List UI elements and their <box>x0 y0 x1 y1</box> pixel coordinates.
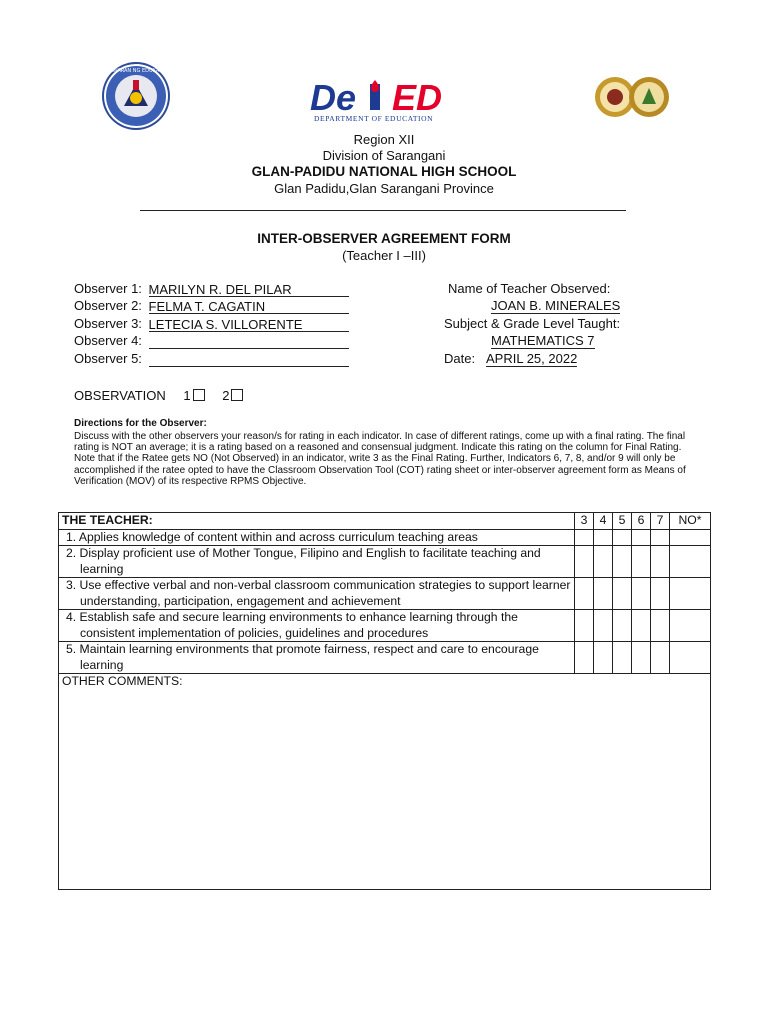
observer-4-field[interactable] <box>149 334 349 349</box>
rating-cell[interactable] <box>594 529 613 546</box>
indicator-3-text: 3. Use effective verbal and non-verbal classroom communication strategies to support learner understanding, participation, engagement and achievement <box>66 578 571 608</box>
rating-cell[interactable] <box>670 610 711 642</box>
form-title: INTER-OBSERVER AGREEMENT FORM <box>257 231 511 246</box>
indicator-2-text: 2. Display proficient use of Mother Tongue, Filipino and English to facilitate teaching and learning <box>66 546 541 576</box>
rating-cell[interactable] <box>632 529 651 546</box>
indicator-1 <box>59 529 575 546</box>
date-label: Date: <box>444 351 476 366</box>
deped-seal-icon <box>100 60 172 132</box>
table-row <box>59 529 711 546</box>
directions-body <box>74 431 694 487</box>
deped-logo <box>308 78 474 124</box>
division-text: Division of Sarangani <box>322 148 446 163</box>
directions-title: Directions for the Observer: <box>74 418 207 429</box>
indicator-1-text: 1. Applies knowledge of content within and across curriculum teaching areas <box>66 529 478 544</box>
observer-5-label: Observer 5: <box>74 351 142 366</box>
score-header-6: 6 <box>632 513 651 530</box>
comments-row <box>59 674 711 890</box>
rating-cell[interactable] <box>651 578 670 610</box>
rating-cell[interactable] <box>594 642 613 674</box>
observer-2-label: Observer 2: <box>74 298 142 313</box>
rating-cell[interactable] <box>670 642 711 674</box>
rating-cell[interactable] <box>632 546 651 578</box>
teacher-header: THE TEACHER: <box>59 513 575 530</box>
rating-cell[interactable] <box>613 610 632 642</box>
observation-1-checkbox[interactable] <box>193 389 205 401</box>
teacher-name-field[interactable]: JOAN B. MINERALES <box>491 298 621 313</box>
rating-table <box>58 512 711 890</box>
table-row <box>59 546 711 578</box>
observer-5-row <box>74 351 349 367</box>
rating-cell[interactable] <box>613 546 632 578</box>
rating-cell[interactable] <box>575 529 594 546</box>
indicator-5-text: 5. Maintain learning environments that promote fairness, respect and care to encourage learning <box>66 642 539 672</box>
score-header-5: 5 <box>613 513 632 530</box>
table-row <box>59 578 711 610</box>
observer-2-row <box>74 298 349 314</box>
table-header-row <box>59 513 711 530</box>
date-field[interactable]: APRIL 25, 2022 <box>486 351 578 366</box>
observer-1-row <box>74 281 349 297</box>
rating-cell[interactable] <box>632 642 651 674</box>
observer-4-row <box>74 333 349 349</box>
rating-cell[interactable] <box>613 578 632 610</box>
subject-field[interactable]: MATHEMATICS 7 <box>491 333 595 348</box>
directions-text: Discuss with the other observers your reason/s for rating in each indicator. In case of different ratings, come up with a final rating. The final rating is NOT an average; it is a rating based on a reasoned and consensual judgment. Indicate this rating on the column for Final Rating. <box>74 431 686 454</box>
other-comments-field[interactable] <box>59 674 711 890</box>
observation-row <box>74 388 243 403</box>
rating-cell[interactable] <box>651 546 670 578</box>
indicator-3 <box>59 578 575 610</box>
indicator-5 <box>59 642 575 674</box>
observer-5-field[interactable] <box>149 352 349 367</box>
observer-1-label: Observer 1: <box>74 281 142 296</box>
header-divider <box>140 210 626 211</box>
rating-cell[interactable] <box>651 642 670 674</box>
svg-text:De: De <box>310 78 357 118</box>
observation-label: OBSERVATION <box>74 388 166 403</box>
observer-4-label: Observer 4: <box>74 333 142 348</box>
indicator-2 <box>59 546 575 578</box>
observation-opt2-label: 2 <box>222 388 230 403</box>
rating-cell[interactable] <box>670 529 711 546</box>
table-row <box>59 642 711 674</box>
other-comments-label: OTHER COMMENTS: <box>62 674 183 688</box>
rating-cell[interactable] <box>651 529 670 546</box>
observer-3-field[interactable]: LETECIA S. VILLORENTE <box>149 317 349 332</box>
rating-cell[interactable] <box>594 578 613 610</box>
score-header-4: 4 <box>594 513 613 530</box>
subject-label: Subject & Grade Level Taught: <box>444 316 621 331</box>
svg-text:KAGAWARAN NG EDUKASYON: KAGAWARAN NG EDUKASYON <box>100 68 172 74</box>
score-header-3: 3 <box>575 513 594 530</box>
rating-cell[interactable] <box>613 642 632 674</box>
observer-1-field[interactable]: MARILYN R. DEL PILAR <box>149 282 349 297</box>
rating-cell[interactable] <box>575 546 594 578</box>
school-seals-icon <box>594 64 670 130</box>
score-header-no: NO* <box>670 513 711 530</box>
observer-2-field[interactable]: FELMA T. CAGATIN <box>149 299 349 314</box>
rating-cell[interactable] <box>651 610 670 642</box>
svg-text:ED: ED <box>392 78 443 118</box>
rating-cell[interactable] <box>575 642 594 674</box>
score-header-7: 7 <box>651 513 670 530</box>
svg-text:DEPARTMENT OF EDUCATION: DEPARTMENT OF EDUCATION <box>314 114 434 123</box>
form-subtitle: (Teacher I –III) <box>342 248 426 263</box>
rating-cell[interactable] <box>632 578 651 610</box>
observation-2-checkbox[interactable] <box>231 389 243 401</box>
indicator-4 <box>59 610 575 642</box>
teacher-name-label: Name of Teacher Observed: <box>448 281 611 296</box>
rating-cell[interactable] <box>632 610 651 642</box>
rating-cell[interactable] <box>594 546 613 578</box>
directions-note: Note that if the Ratee gets NO (Not Observed) in an indicator, write 3 as the Final Rating. Further, Indicators 6, 7, 8, and/or 9 will only be accomplished if the ratee opted to have the Classroom Observation Tool (COT) rating sheet or inter-observer agreement form as Means of Verification (MOV) of its respective RPMS Objective. <box>74 453 686 487</box>
rating-cell[interactable] <box>575 578 594 610</box>
rating-cell[interactable] <box>575 610 594 642</box>
region-text: Region XII <box>353 132 415 147</box>
rating-cell[interactable] <box>670 546 711 578</box>
observation-opt1-label: 1 <box>183 388 191 403</box>
rating-cell[interactable] <box>613 529 632 546</box>
indicator-4-text: 4. Establish safe and secure learning environments to enhance learning through the consistent implementation of policies, guidelines and procedures <box>66 610 518 640</box>
rating-cell[interactable] <box>594 610 613 642</box>
rating-cell[interactable] <box>670 578 711 610</box>
observer-3-row <box>74 316 349 332</box>
table-row <box>59 610 711 642</box>
observer-3-label: Observer 3: <box>74 316 142 331</box>
school-address: Glan Padidu,Glan Sarangani Province <box>274 181 494 196</box>
school-name: GLAN-PADIDU NATIONAL HIGH SCHOOL <box>251 164 517 179</box>
